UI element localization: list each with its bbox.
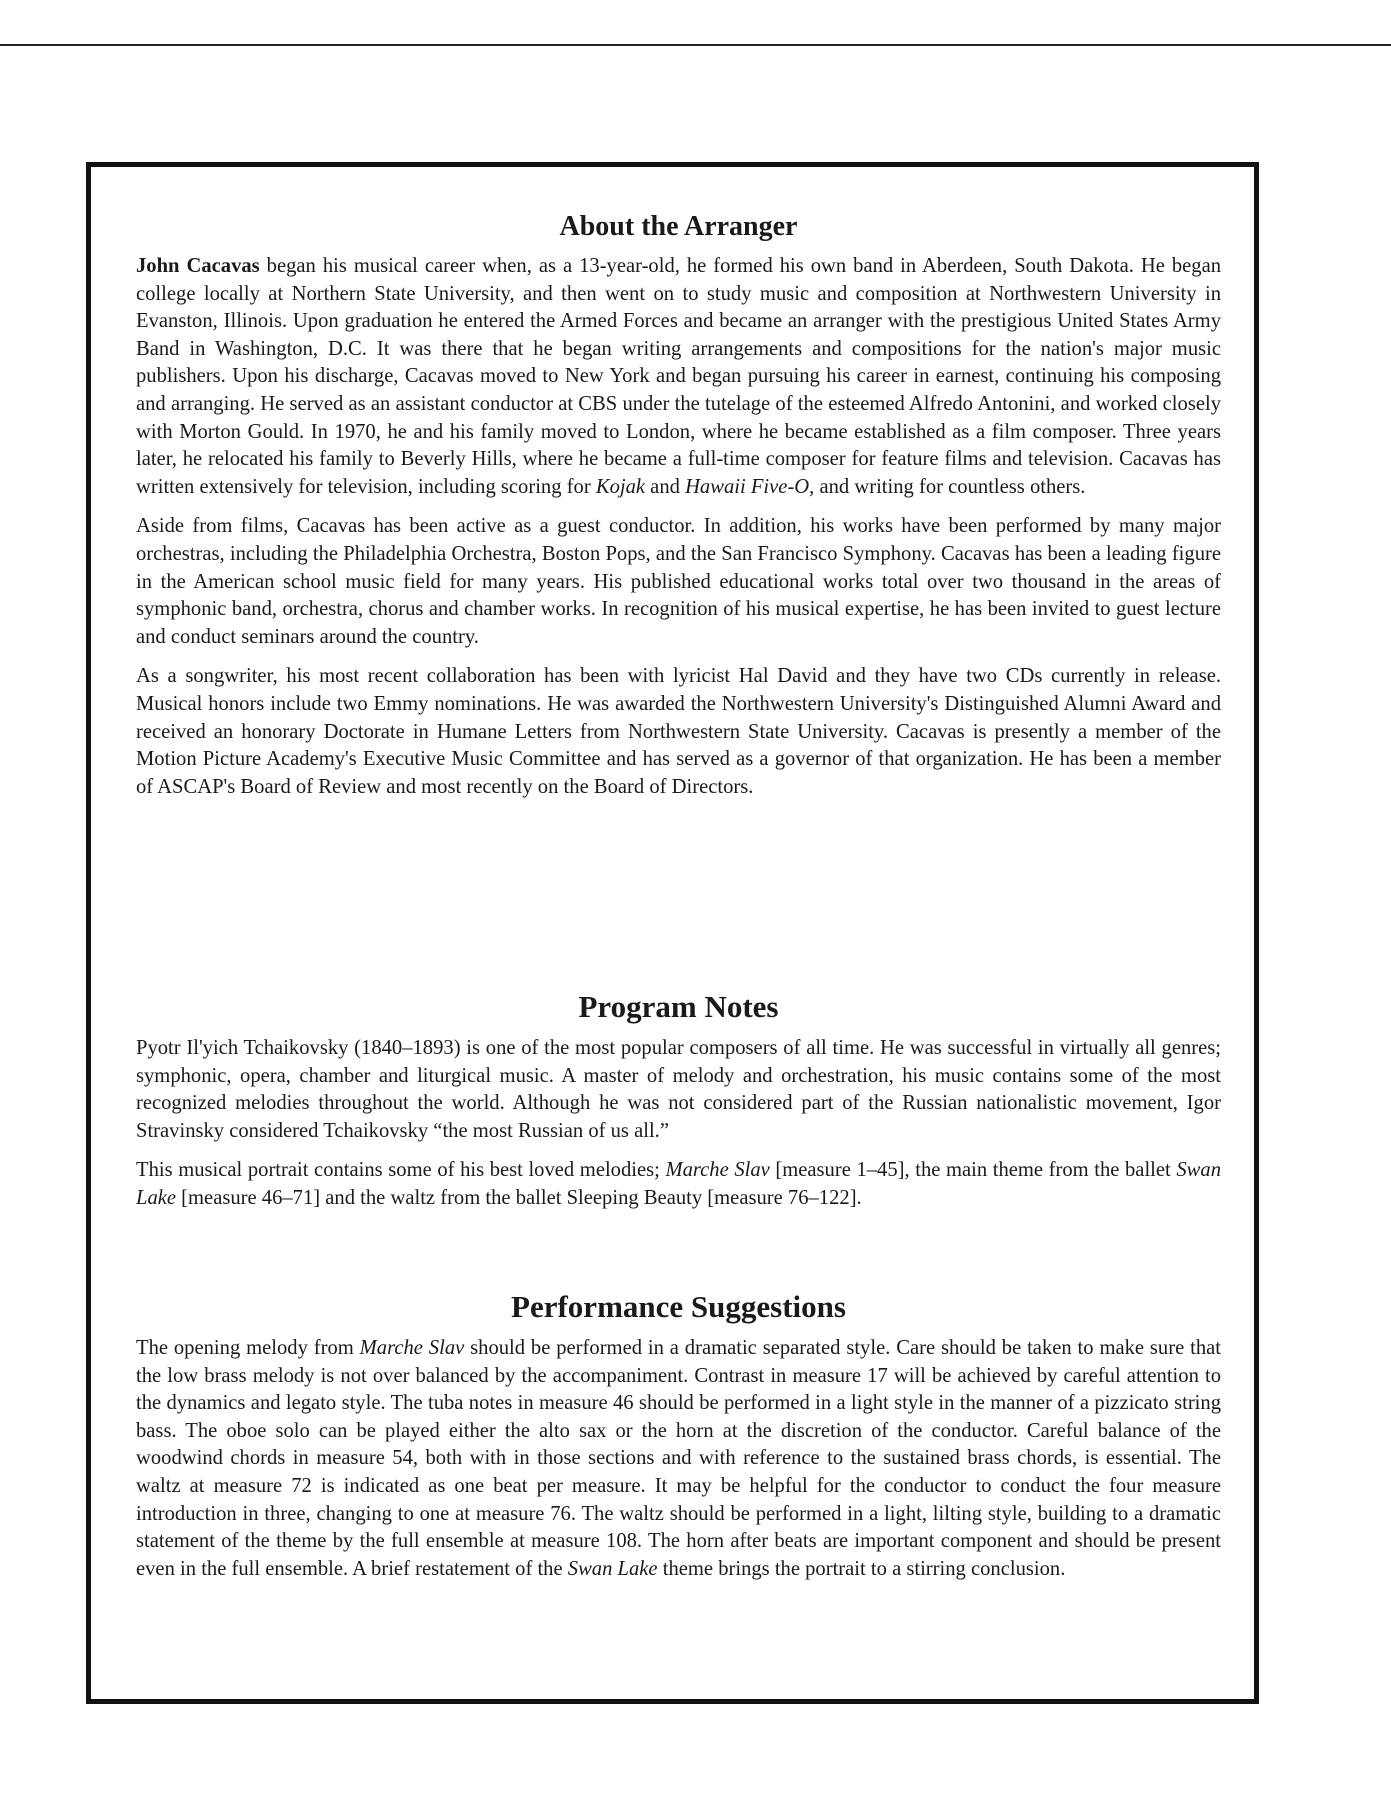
about-arranger-section xyxy=(136,207,1221,813)
program-notes-paragraph-1: Pyotr Il'yich Tchaikovsky (1840–1893) is one of the most popular composers of all time. He was successful in virtually all genres; symphonic, opera, chamber and liturgical music. A master of melody and orchestration, his music contains some of the most recognized melodies throughout the world. Although he was not considered part of the Russian nationalistic movement, Igor Stravinsky considered Tchaikovsky “the most Russian of us all.” xyxy=(136,1037,1221,1142)
performance-suggestions-paragraph xyxy=(136,1335,1221,1583)
about-arranger-paragraph-1 xyxy=(136,253,1221,501)
about-arranger-heading: About the Arranger xyxy=(559,211,798,242)
about-p1-text-1: began his musical career when, as a 13-year-old, he formed his own band in Aberdeen, South Dakota. He began college locally at Northern State University, and then went on to study music and composition at Northwestern University in Evanston, Illinois. Upon graduation he entered the Armed Forces and became an arranger with the prestigious United States Army Band in Washington, D.C. It was there that he began writing arrangements and compositions for the nation's major music publishers. Upon his discharge, Cacavas moved to New York and began pursuing his career in earnest, continuing his composing and arranging. He served as an assistant conductor at CBS under the tutelage of the esteemed Alfredo Antonini, and worked closely with Morton Gould. In 1970, he and his family moved to London, where he became established as a film composer. Three years later, he relocated his family to Beverly Hills, where he became a full-time composer for feature films and television. Cacavas has written extensively for television, including scoring for xyxy=(136,255,1222,498)
show-title-kojak: Kojak xyxy=(595,475,646,498)
notes-p2-text-1: This musical portrait contains some of his best loved melodies; xyxy=(136,1159,666,1182)
program-notes-section xyxy=(136,987,1221,1225)
work-title-marche-slav: Marche Slav xyxy=(359,1337,465,1359)
top-rule xyxy=(0,44,1391,46)
work-title-marche-slav: Marche Slav xyxy=(665,1159,770,1182)
about-p1-text-3: and writing for countless others. xyxy=(814,475,1086,498)
content-frame xyxy=(86,162,1259,1704)
notes-p2-text-3: [measure 46–71] and the waltz from the ballet Sleeping Beauty [measure 76–122]. xyxy=(176,1186,862,1209)
performance-suggestions-section xyxy=(136,1287,1221,1595)
about-p1-text-2: and xyxy=(645,475,686,498)
perf-text-2: should be performed in a dramatic separated style. Care should be taken to make sure that the low brass melody is not over balanced by the accompaniment. Contrast in measure 17 will be achieved by careful attention to the dynamics and legato style. The tuba notes in measure 46 should be performed in a light style in the manner of a pizzicato string bass. The oboe solo can be played either the alto sax or the horn at the discretion of the conductor. Careful balance of the woodwind chords in measure 54, both with in those sections and with reference to the sustained brass chords, is essential. The waltz at measure 72 is indicated as one beat per measure. It may be helpful for the conductor to conduct the four measure introduction in three, changing to one at measure 76. The waltz should be performed in a light, lilting style, building to a dramatic statement of the theme by the full ensemble at measure 108. The horn after beats are important component and should be present even in the full ensemble. A brief restatement of the xyxy=(136,1337,1221,1580)
program-notes-heading: Program Notes xyxy=(578,989,779,1024)
work-title-swan-lake: Swan Lake xyxy=(567,1557,658,1580)
arranger-name: John Cacavas xyxy=(136,255,260,277)
program-notes-paragraph-2 xyxy=(136,1157,1221,1212)
perf-text-3: theme brings the portrait to a stirring conclusion. xyxy=(657,1557,1066,1580)
perf-text-1: The opening melody from xyxy=(136,1337,360,1359)
show-title-hawaii-five-o: Hawaii Five-O, xyxy=(685,475,815,498)
performance-suggestions-heading: Performance Suggestions xyxy=(511,1289,846,1324)
work-title-swan-lake: Swan Lake xyxy=(136,1159,1221,1209)
about-arranger-paragraph-2: Aside from films, Cacavas has been active as a guest conductor. In addition, his works have been performed by many major orchestras, including the Philadelphia Orchestra, Boston Pops, and the San Francisco Symphony. Cacavas has been a leading figure in the American school music field for many years. His published educational works total over two thousand in the areas of symphonic band, orchestra, chorus and chamber works. In recognition of his musical expertise, he has been invited to guest lecture and conduct seminars around the country. xyxy=(136,515,1221,648)
about-arranger-paragraph-3: As a songwriter, his most recent collaboration has been with lyricist Hal David and they have two CDs currently in release. Musical honors include two Emmy nominations. He was awarded the Northwestern University's Distinguished Alumni Award and received an honorary Doctorate in Humane Letters from Northwestern State University. Cacavas is presently a member of the Motion Picture Academy's Executive Music Committee and has served as a governor of that organization. He has been a member of ASCAP's Board of Review and most recently on the Board of Directors. xyxy=(136,665,1221,798)
notes-p2-text-2: [measure 1–45], the main theme from the ballet xyxy=(769,1159,1177,1182)
